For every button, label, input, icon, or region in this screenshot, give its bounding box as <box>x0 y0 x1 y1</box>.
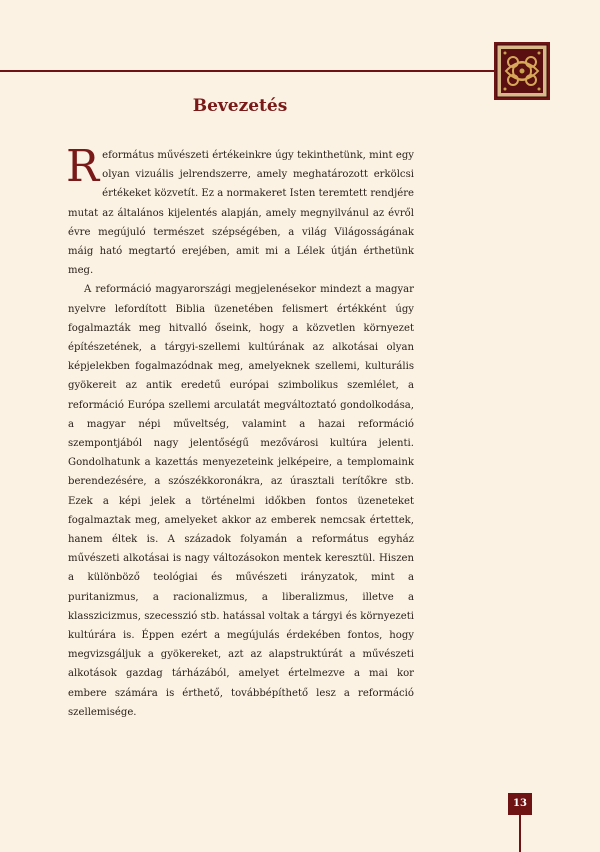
page-title: Bevezetés <box>192 96 288 116</box>
ornamental-knot-emblem-icon <box>494 42 550 100</box>
paragraph-1-text: eformátus művészeti értékeinkre úgy tekinthetünk, mint egy olyan vizuális jelrendszerre, amely meghatározott erkölcsi értékeket közvetít. Ez a normakeret Isten teremtett rendjére mutat az általános kijelentés alapján, amely megnyilvánul az évről évre megújuló természet szépségében, a világ Világosságának máig ható megtartó erejében, amit mi a Lélek útján érthetünk meg. <box>68 150 414 277</box>
body-text <box>66 141 414 722</box>
header-rule <box>0 70 496 72</box>
paragraph-2: A reformáció magyarországi megjelenésekor mindezt a magyar nyelvre lefordított Biblia üzenetében felismert értékként úgy fogalmazták meg hitvalló őseink, hogy a közvetlen környezet építészetének, a tárgyi-szellemi kultúrának az alkotásai olyan képjelekben fogalmazódnak meg, amelyeknek szellemi, kulturális gyökereit az antik eredetű európai szimbolikus szemlélet, a reformáció Európa szellemi arculatát megváltoztató gondolkodása, a magyar népi műveltség, valamint a hazai reformáció szempontjából nagy jelentőségű mezővárosi kultúra jelenti. Gondolhatunk a kazettás menyezeteink jelképeire, a templomaink berendezésére, a szószékkoronákra, az úrasztali terítőkre stb. Ezek a képi jelek a történelmi időkben fontos üzeneteket fogalmaztak meg, amelyeket akkor az emberek nemcsak értettek, hanem éltek is. A századok folyamán a református egyház művészeti alkotásai is nagy változásokon mentek keresztül. Hiszen a különböző teológiai és művészeti irányzatok, mint a puritanizmus, a racionalizmus, a liberalizmus, illetve a klasszicizmus, szecesszió stb. hatással voltak a tárgyi és környezeti kultúrára is. Éppen ezért a megújulás érdekében fontos, hogy megvizsgáljuk a gyökereket, azt az alapstruktúrát a művészeti alkotások gazdag tárházából, amelyet értelmezve a mai kor embere számára is érthető, továbbépíthető lesz a reformáció szellemisége. <box>68 284 414 718</box>
page-number: 13 <box>508 793 532 815</box>
paragraph-1 <box>66 141 414 280</box>
drop-cap: R <box>66 141 100 192</box>
